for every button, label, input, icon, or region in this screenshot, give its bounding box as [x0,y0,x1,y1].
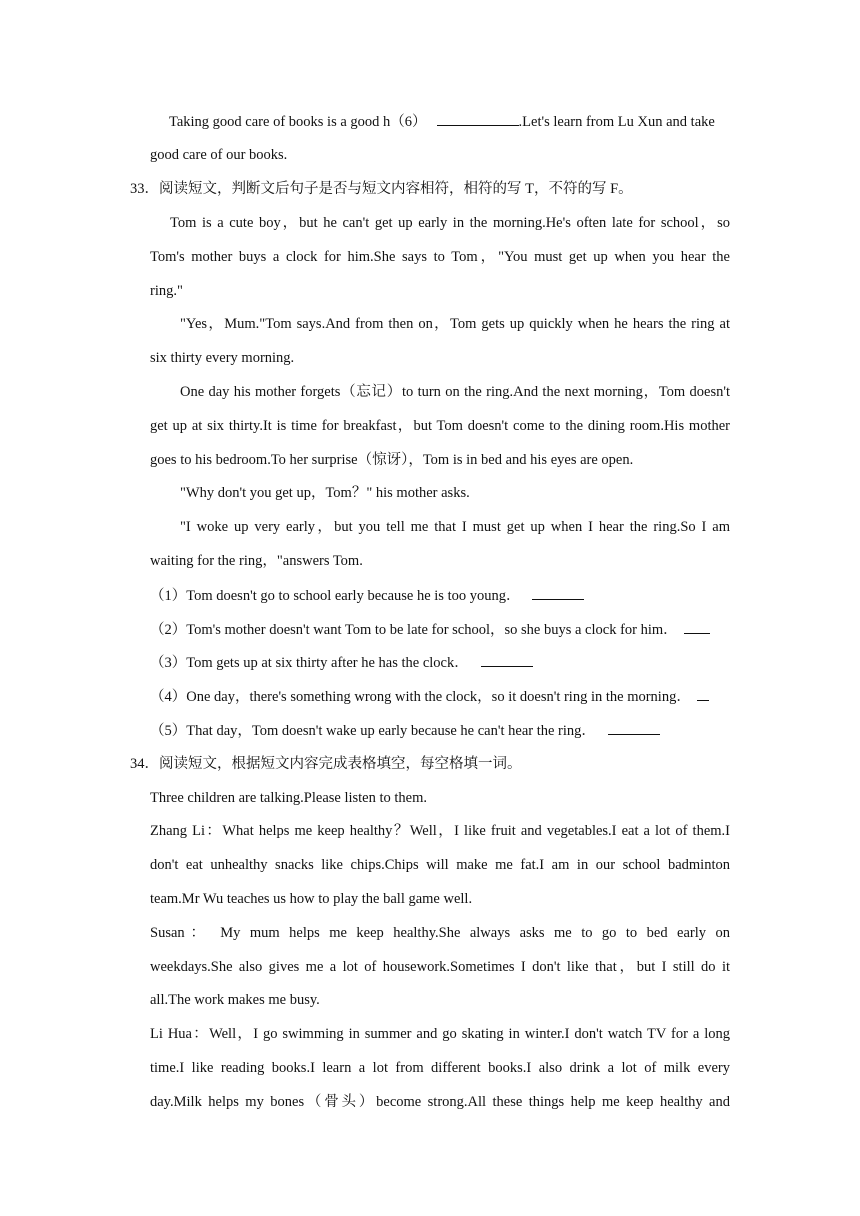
passage-line: Three children are talking.Please listen to them. [150,790,428,806]
passage-line: weekdays.She also gives me a lot of housework.Sometimes I don't like that，but I still do it [150,959,730,975]
passage-line: ring." [150,283,183,299]
answer-blank-5[interactable] [608,720,660,735]
passage-line: Tom's mother buys a clock for him.She says to Tom，"You must get up when you hear the [150,249,730,265]
paragraph-line: good care of our books. [150,147,288,163]
statement-3 [150,652,533,673]
answer-blank-3[interactable] [481,652,533,667]
text-segment: .Let's learn from Lu Xun and take [518,114,715,130]
paragraph-line [169,111,715,132]
passage-line: Li Hua：Well，I go swimming in summer and go skating in winter.I don't watch TV for a long [150,1026,730,1042]
passage-line: team.Mr Wu teaches us how to play the ball game well. [150,891,473,907]
statement-4 [150,686,709,707]
answer-blank-1[interactable] [532,585,584,600]
question-34-heading: 34．阅读短文，根据短文内容完成表格填空，每空格填一词。 [130,756,522,772]
answer-blank-2[interactable] [684,619,710,634]
text-segment: Taking good care of books is a good h（6） [169,114,427,130]
question-33-heading: 33．阅读短文，判断文后句子是否与短文内容相符，相符的写 T，不符的写 F。 [130,181,633,197]
statement-text: （3）Tom gets up at six thirty after he has the clock． [150,655,469,671]
passage-line: waiting for the ring，"answers Tom. [150,553,363,569]
statement-text: （4）One day，there's something wrong with the clock，so it doesn't ring in the morning． [150,689,691,705]
statement-text: （1）Tom doesn't go to school early because he is too young． [150,588,521,604]
passage-line: time.I like reading books.I learn a lot from different books.I also drink a lot of milk every [150,1060,730,1076]
statement-text: （2）Tom's mother doesn't want Tom to be late for school，so she buys a clock for him． [150,622,678,638]
statement-5 [150,720,660,741]
passage-line: Tom is a cute boy，but he can't get up early in the morning.He's often late for school，so [170,215,730,231]
passage-line: get up at six thirty.It is time for breakfast，but Tom doesn't come to the dining room.His mother [150,418,730,434]
answer-blank-4[interactable] [697,686,709,701]
statement-1 [150,585,584,606]
passage-line: "Why don't you get up，Tom？" his mother asks. [180,485,470,501]
passage-line: goes to his bedroom.To her surprise（惊讶），Tom is in bed and his eyes are open. [150,452,634,468]
passage-line: all.The work makes me busy. [150,992,320,1008]
passage-line: don't eat unhealthy snacks like chips.Chips will make me fat.I am in our school badminton [150,857,730,873]
passage-line: Zhang Li：What helps me keep healthy？Well，I like fruit and vegetables.I eat a lot of them.I [150,823,730,839]
passage-line: "I woke up very early，but you tell me that I must get up when I hear the ring.So I am [180,519,730,535]
passage-line: One day his mother forgets（忘记）to turn on the ring.And the next morning，Tom doesn't [180,384,730,400]
passage-line: six thirty every morning. [150,350,295,366]
passage-line: "Yes，Mum."Tom says.And from then on，Tom gets up quickly when he hears the ring at [180,316,730,332]
statement-text: （5）That day，Tom doesn't wake up early because he can't hear the ring． [150,723,596,739]
answer-blank-6[interactable] [437,111,519,126]
passage-line: day.Milk helps my bones（骨头）become strong.All these things help me keep healthy and [150,1094,730,1110]
passage-line: Susan： My mum helps me keep healthy.She always asks me to go to bed early on [150,925,730,941]
statement-2 [150,619,710,640]
